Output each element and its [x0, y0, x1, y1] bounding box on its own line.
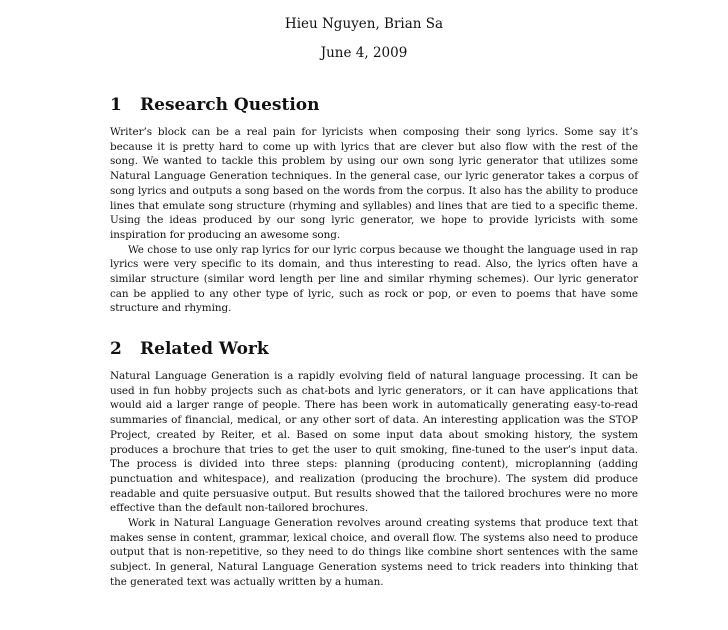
paragraph: Writer’s block can be a real pain for lyricists when composing their song lyrics. Some say it’s because it is pretty hard to come up with lyrics that are clever but also flow with the rest of the song. We wanted to tackle this problem by using our own song lyric generator that utilizes some Natural Language Generation techniques. In the general case, our lyric generator takes a corpus of song lyrics and outputs a song based on the words from the corpus. It also has the ability to produce lines that emulate song structure (rhyming and syllables) and lines that are tied to a specific theme. Using the ideas produced by our song lyric generator, we hope to provide lyricists with some inspiration for producing an awesome song. [110, 126, 638, 241]
section-title: Related Work [140, 339, 269, 359]
date: June 4, 2009 [320, 45, 408, 61]
section-heading-research-question [110, 94, 320, 116]
section-body-related-work [110, 369, 638, 590]
paragraph: Natural Language Generation is a rapidly evolving field of natural language processing. It can be used in fun hobby projects such as chat-bots and lyric generators, or it can have applications that would aid a larger range of people. There has been work in automatically generating easy-to-read summaries of financial, medical, or any other sort of data. An interesting application was the STOP Project, created by Reiter, et al. Based on some input data about smoking history, the system produces a brochure that tries to get the user to quit smoking, fine-tuned to the user’s input data. The process is divided into three steps: planning (producing content), microplanning (adding punctuation and whitespace), and realization (producing the brochure). The system did produce readable and quite persuasive output. But results showed that the tailored brochures were no more effective than the default non-tailored brochures. [110, 370, 638, 515]
paragraph: Work in Natural Language Generation revolves around creating systems that produce text that makes sense in content, grammar, lexical choice, and overall flow. The systems also need to produce output that is non-repetitive, so they need to do things like combine short sentences with the same subject. In general, Natural Language Generation systems need to trick readers into thinking that the generated text was actually written by a human. [110, 517, 638, 588]
authors: Hieu Nguyen, Brian Sa [284, 16, 444, 32]
section-number: 1 [110, 95, 122, 115]
section-heading-related-work [110, 338, 269, 360]
paragraph: We chose to use only rap lyrics for our lyric corpus because we thought the language used in rap lyrics were very specific to its domain, and thus interesting to read. Also, the lyrics often have a similar structure (similar word length per line and similar rhyming schemes). Our lyric generator can be applied to any other type of lyric, such as rock or pop, or even to poems that have some structure and rhyming. [110, 243, 638, 315]
section-body-research-question [110, 125, 638, 316]
section-number: 2 [110, 339, 122, 359]
section-title: Research Question [140, 95, 320, 115]
